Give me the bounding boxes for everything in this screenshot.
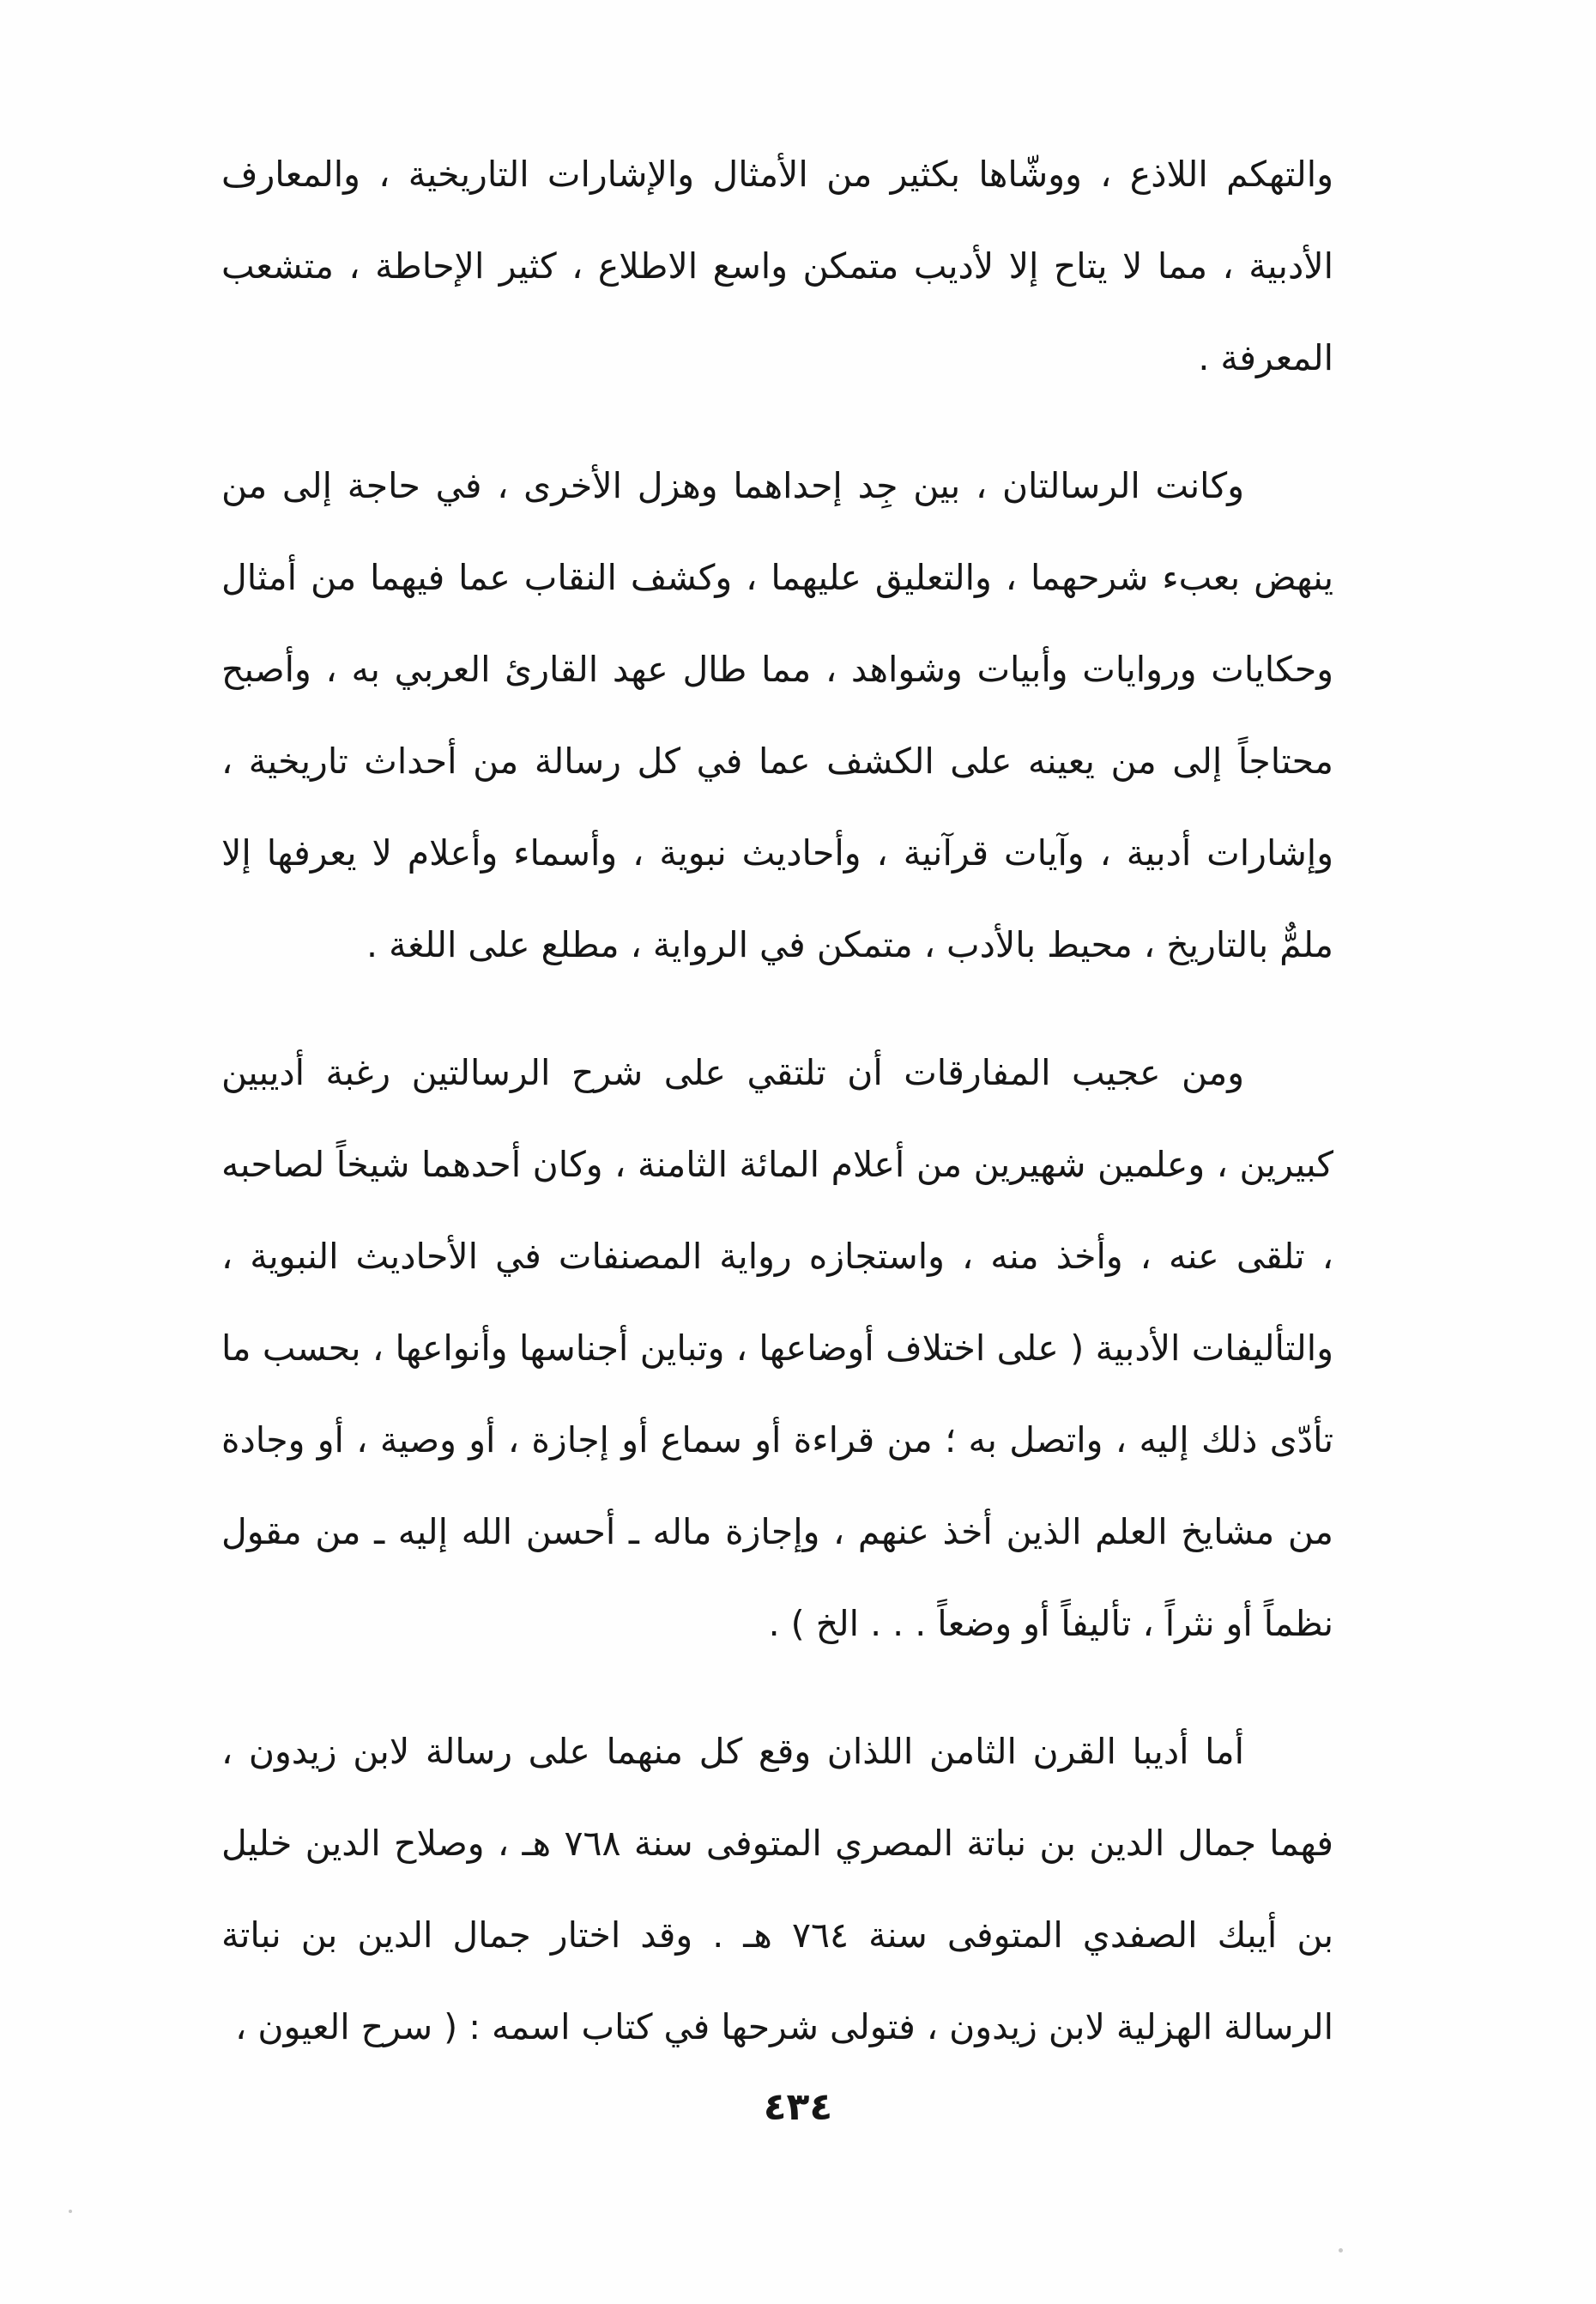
paragraph-2: وكانت الرسالتان ، بين جِد إحداهما وهزل الأخرى ، في حاجة إلى من ينهض بعبء شرحهما ، والتعليق عليهما ، وكشف النقاب عما فيهما من أمثال وحكايات وروايات وأبيات وشواهد ، مما طال عهد القارئ العربي به ، وأصبح محتاجاً إلى من يعينه على الكشف عما في كل رسالة من أحداث تاريخية ، وإشارات أدبية ، وآيات قرآنية ، وأحاديث نبوية ، وأسماء وأعلام لا يعرفها إلا ملمٌّ بالتاريخ ، محيط بالأدب ، متمكن في الرواية ، مطلع على اللغة . — [221, 465, 1333, 965]
paragraph-gap — [221, 1670, 1333, 1706]
paragraph-1: والتهكم اللاذع ، ووشّاها بكثير من الأمثال والإشارات التاريخية ، والمعارف الأدبية ، مما لا يتاح إلا لأديب متمكن واسع الاطلاع ، كثير الإحاطة ، متشعب المعرفة . — [221, 154, 1333, 378]
scan-speck — [1339, 2248, 1343, 2253]
scan-speck — [69, 2210, 72, 2213]
paragraph-gap — [221, 404, 1333, 440]
paragraph-4: أما أديبا القرن الثامن اللذان وقع كل منهما على رسالة لابن زيدون ، فهما جمال الدين بن نباتة المصري المتوفى سنة ٧٦٨ هـ ، وصلاح الدين خليل بن أيبك الصفدي المتوفى سنة ٧٦٤ هـ . وقد اختار جمال الدين بن نباتة الرسالة الهزلية لابن زيدون ، فتولى شرحها في كتاب اسمه : ( سرح العيون ، — [221, 1731, 1333, 2047]
body-text — [221, 129, 1333, 2073]
page-number: ٤٣٤ — [763, 2085, 833, 2129]
paragraph-gap — [221, 991, 1333, 1027]
paragraph-3: ومن عجيب المفارقات أن تلتقي على شرح الرسالتين رغبة أديبين كبيرين ، وعلمين شهيرين من أعلام المائة الثامنة ، وكان أحدهما شيخاً لصاحبه ، تلقى عنه ، وأخذ منه ، واستجازه رواية المصنفات في الأحاديث النبوية ، والتأليفات الأدبية ( على اختلاف أوضاعها ، وتباين أجناسها وأنواعها ، بحسب ما تأدّى ذلك إليه ، واتصل به ؛ من قراءة أو سماع أو إجازة ، أو وصية ، أو وجادة من مشايخ العلم الذين أخذ عنهم ، وإجازة ماله ـ أحسن الله إليه ـ من مقول نظماً أو نثراً ، تأليفاً أو وضعاً . . . الخ ) . — [221, 1052, 1333, 1644]
